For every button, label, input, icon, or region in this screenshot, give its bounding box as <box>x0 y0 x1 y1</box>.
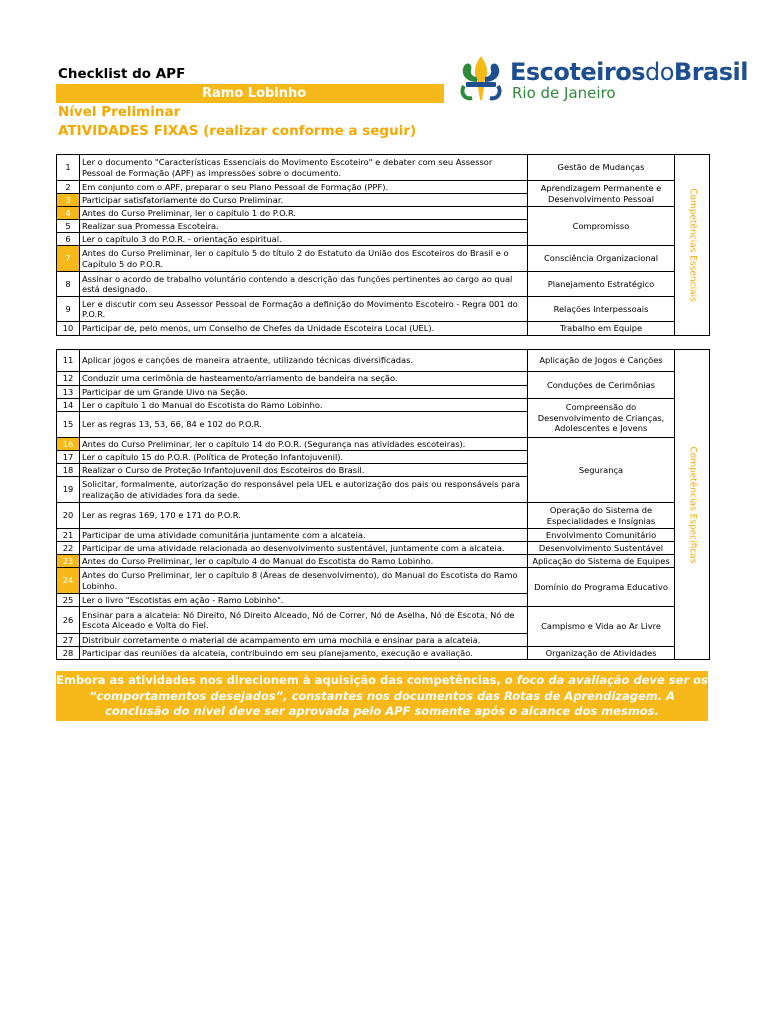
competency-cell: Aplicação do Sistema de Equipes <box>528 555 675 568</box>
competency-cell: Gestão de Mudanças <box>528 155 675 181</box>
table-row <box>57 503 710 529</box>
row-number: 21 <box>57 529 80 542</box>
row-number: 4 <box>57 207 80 220</box>
competency-cell: Segurança <box>528 438 675 503</box>
activity-text: Em conjunto com o APF, preparar o seu Plano Pessoal de Formação (PPF). <box>80 181 528 194</box>
activity-text: Antes do Curso Preliminar, ler o capítulo 1 do P.O.R. <box>80 207 528 220</box>
ramo-label: Ramo Lobinho <box>202 86 307 101</box>
activity-text: Antes do Curso Preliminar, ler o capítulo 4 do Manual do Escotista do Ramo Lobinho. <box>80 555 528 568</box>
activity-text: Conduzir uma cerimônia de hasteamento/arriamento de bandeira na seção. <box>80 372 528 386</box>
row-number: 11 <box>57 350 80 372</box>
row-number: 18 <box>57 464 80 477</box>
brand-region: Rio de Janeiro <box>512 84 616 102</box>
activity-text: Ler e discutir com seu Assessor Pessoal de Formação a definição do Movimento Escoteiro - Regra 001 do P.O.R. <box>80 297 528 322</box>
activity-text: Realizar sua Promessa Escoteira. <box>80 220 528 233</box>
activity-text: Aplicar jogos e canções de maneira atraente, utilizando técnicas diversificadas. <box>80 350 528 372</box>
activity-text: Distribuir corretamente o material de acampamento em uma mochila e ensinar para a alcateia. <box>80 634 528 647</box>
row-number: 25 <box>57 594 80 607</box>
nivel-heading: Nível Preliminar <box>58 104 181 120</box>
competency-cell: Planejamento Estratégico <box>528 272 675 297</box>
table-row <box>57 399 710 412</box>
activity-text: Antes do Curso Preliminar, ler o capítulo 5 do título 2 do Estatuto da União dos Escoteiros do Brasil e o Capítulo 5 do P.O.R. <box>80 246 528 272</box>
row-number: 14 <box>57 399 80 412</box>
row-number: 1 <box>57 155 80 181</box>
row-number: 19 <box>57 477 80 503</box>
activity-text: Solicitar, formalmente, autorização do responsável pela UEL e autorização dos pais ou responsáveis para realização de atividades fora da sede. <box>80 477 528 503</box>
table-row <box>57 207 710 220</box>
activity-text: Antes do Curso Preliminar, ler o capítulo 8 (Áreas de desenvolvimento), do Manual do Escotista do Ramo Lobinho. <box>80 568 528 594</box>
activity-text: Participar satisfatoriamente do Curso Preliminar. <box>80 194 528 207</box>
competency-cell: Compreensão do Desenvolvimento de Crianças, Adolescentes e Jovens <box>528 399 675 438</box>
competency-cell: Aprendizagem Permanente e Desenvolvimento Pessoal <box>528 181 675 207</box>
atividades-heading: ATIVIDADES FIXAS (realizar conforme a seguir) <box>58 123 417 139</box>
table-row <box>57 372 710 386</box>
competency-cell: Envolvimento Comunitário <box>528 529 675 542</box>
activity-text: Realizar o Curso de Proteção Infantojuvenil dos Escoteiros do Brasil. <box>80 464 528 477</box>
row-number: 12 <box>57 372 80 386</box>
competency-cell: Consciência Organizacional <box>528 246 675 272</box>
row-number: 8 <box>57 272 80 297</box>
row-number: 3 <box>57 194 80 207</box>
row-number: 24 <box>57 568 80 594</box>
table-row <box>57 438 710 451</box>
competency-cell: Compromisso <box>528 207 675 246</box>
row-number: 10 <box>57 322 80 336</box>
table-row <box>57 181 710 194</box>
row-number: 16 <box>57 438 80 451</box>
side-label-cell <box>675 155 710 336</box>
table-row <box>57 155 710 181</box>
row-number: 22 <box>57 542 80 555</box>
competency-cell: Trabalho em Equipe <box>528 322 675 336</box>
activity-text: Participar de uma atividade relacionada ao desenvolvimento sustentável, juntamente com a alcateia. <box>80 542 528 555</box>
table-row <box>57 246 710 272</box>
competencias-essenciais-table <box>56 154 710 336</box>
activity-text: Ler o documento "Características Essenciais do Movimento Escoteiro" e debater com seu Assessor Pessoal de Formação (APF) as impressões sobre o documento. <box>80 155 528 181</box>
row-number: 23 <box>57 555 80 568</box>
activity-text: Participar de uma atividade comunitária juntamente com a alcateia. <box>80 529 528 542</box>
table-row <box>57 647 710 660</box>
row-number: 28 <box>57 647 80 660</box>
brand-name: EscoteirosdoBrasil <box>510 58 748 86</box>
row-number: 27 <box>57 634 80 647</box>
row-number: 9 <box>57 297 80 322</box>
activity-text: Ler o capítulo 3 do P.O.R. - orientação espiritual. <box>80 233 528 246</box>
activity-text: Ler o capítulo 1 do Manual do Escotista do Ramo Lobinho. <box>80 399 528 412</box>
activity-text: Ensinar para a alcateia: Nó Direito, Nó Direito Alceado, Nó de Correr, Nó de Aselha, Nó de Escota, Nó de Escota Alceado e Volta do Fiel. <box>80 607 528 634</box>
footer-text-plain: Embora as atividades nos direcionem à aquisição das competências, <box>56 673 505 687</box>
side-label: Competências Essenciais <box>687 188 698 302</box>
competency-cell: Relações Interpessoais <box>528 297 675 322</box>
table-row <box>57 297 710 322</box>
row-number: 13 <box>57 386 80 399</box>
page-title: Checklist do APF <box>58 66 186 82</box>
table-row <box>57 607 710 634</box>
activity-text: Ler o livro "Escotistas em ação - Ramo Lobinho". <box>80 594 528 607</box>
activity-text: Ler o capítulo 15 do P.O.R. (Política de Proteção Infantojuvenil). <box>80 451 528 464</box>
table-row <box>57 529 710 542</box>
competency-cell: Aplicação de Jogos e Canções <box>528 350 675 372</box>
table-row <box>57 542 710 555</box>
side-label-cell <box>675 350 710 660</box>
ramo-banner <box>56 84 444 103</box>
row-number: 7 <box>57 246 80 272</box>
table-row <box>57 568 710 594</box>
row-number: 20 <box>57 503 80 529</box>
competencias-especificas-table <box>56 349 710 660</box>
activity-text: Ler as regras 169, 170 e 171 do P.O.R. <box>80 503 528 529</box>
competency-cell: Desenvolvimento Sustentável <box>528 542 675 555</box>
side-label: Competências Específicas <box>687 446 698 563</box>
footer-note <box>56 671 708 721</box>
activity-text: Participar de, pelo menos, um Conselho de Chefes da Unidade Escoteira Local (UEL). <box>80 322 528 336</box>
row-number: 2 <box>57 181 80 194</box>
escoteiros-logo <box>456 52 748 108</box>
row-number: 17 <box>57 451 80 464</box>
competency-cell: Operação do Sistema de Especialidades e Insígnias <box>528 503 675 529</box>
table-row <box>57 322 710 336</box>
activity-text: Participar das reuniões da alcateia, contribuindo em seu planejamento, execução e avaliação. <box>80 647 528 660</box>
competency-cell: Organização de Atividades <box>528 647 675 660</box>
table-row <box>57 350 710 372</box>
table-row <box>57 555 710 568</box>
competency-cell: Campismo e Vida ao Ar Livre <box>528 607 675 647</box>
footer-text-italic: o foco da avaliação deve ser os “comportamentos desejados”, constantes nos documentos das Rotas de Aprendizagem. A conclusão do nível deve ser aprovada pelo APF somente após o alcance dos mesmos. <box>88 673 708 718</box>
competency-cell: Domínio do Programa Educativo <box>528 568 675 607</box>
activity-text: Participar de um Grande Uivo na Seção. <box>80 386 528 399</box>
activity-text: Assinar o acordo de trabalho voluntário contendo a descrição das funções pertinentes ao cargo ao qual está designado. <box>80 272 528 297</box>
row-number: 26 <box>57 607 80 634</box>
row-number: 5 <box>57 220 80 233</box>
activity-text: Ler as regras 13, 53, 66, 84 e 102 do P.O.R. <box>80 412 528 438</box>
row-number: 6 <box>57 233 80 246</box>
row-number: 15 <box>57 412 80 438</box>
competency-cell: Conduções de Cerimônias <box>528 372 675 399</box>
fleur-de-lis-icon <box>456 52 506 108</box>
activity-text: Antes do Curso Preliminar, ler o capítulo 14 do P.O.R. (Segurança nas atividades escoteiras). <box>80 438 528 451</box>
table-row <box>57 272 710 297</box>
